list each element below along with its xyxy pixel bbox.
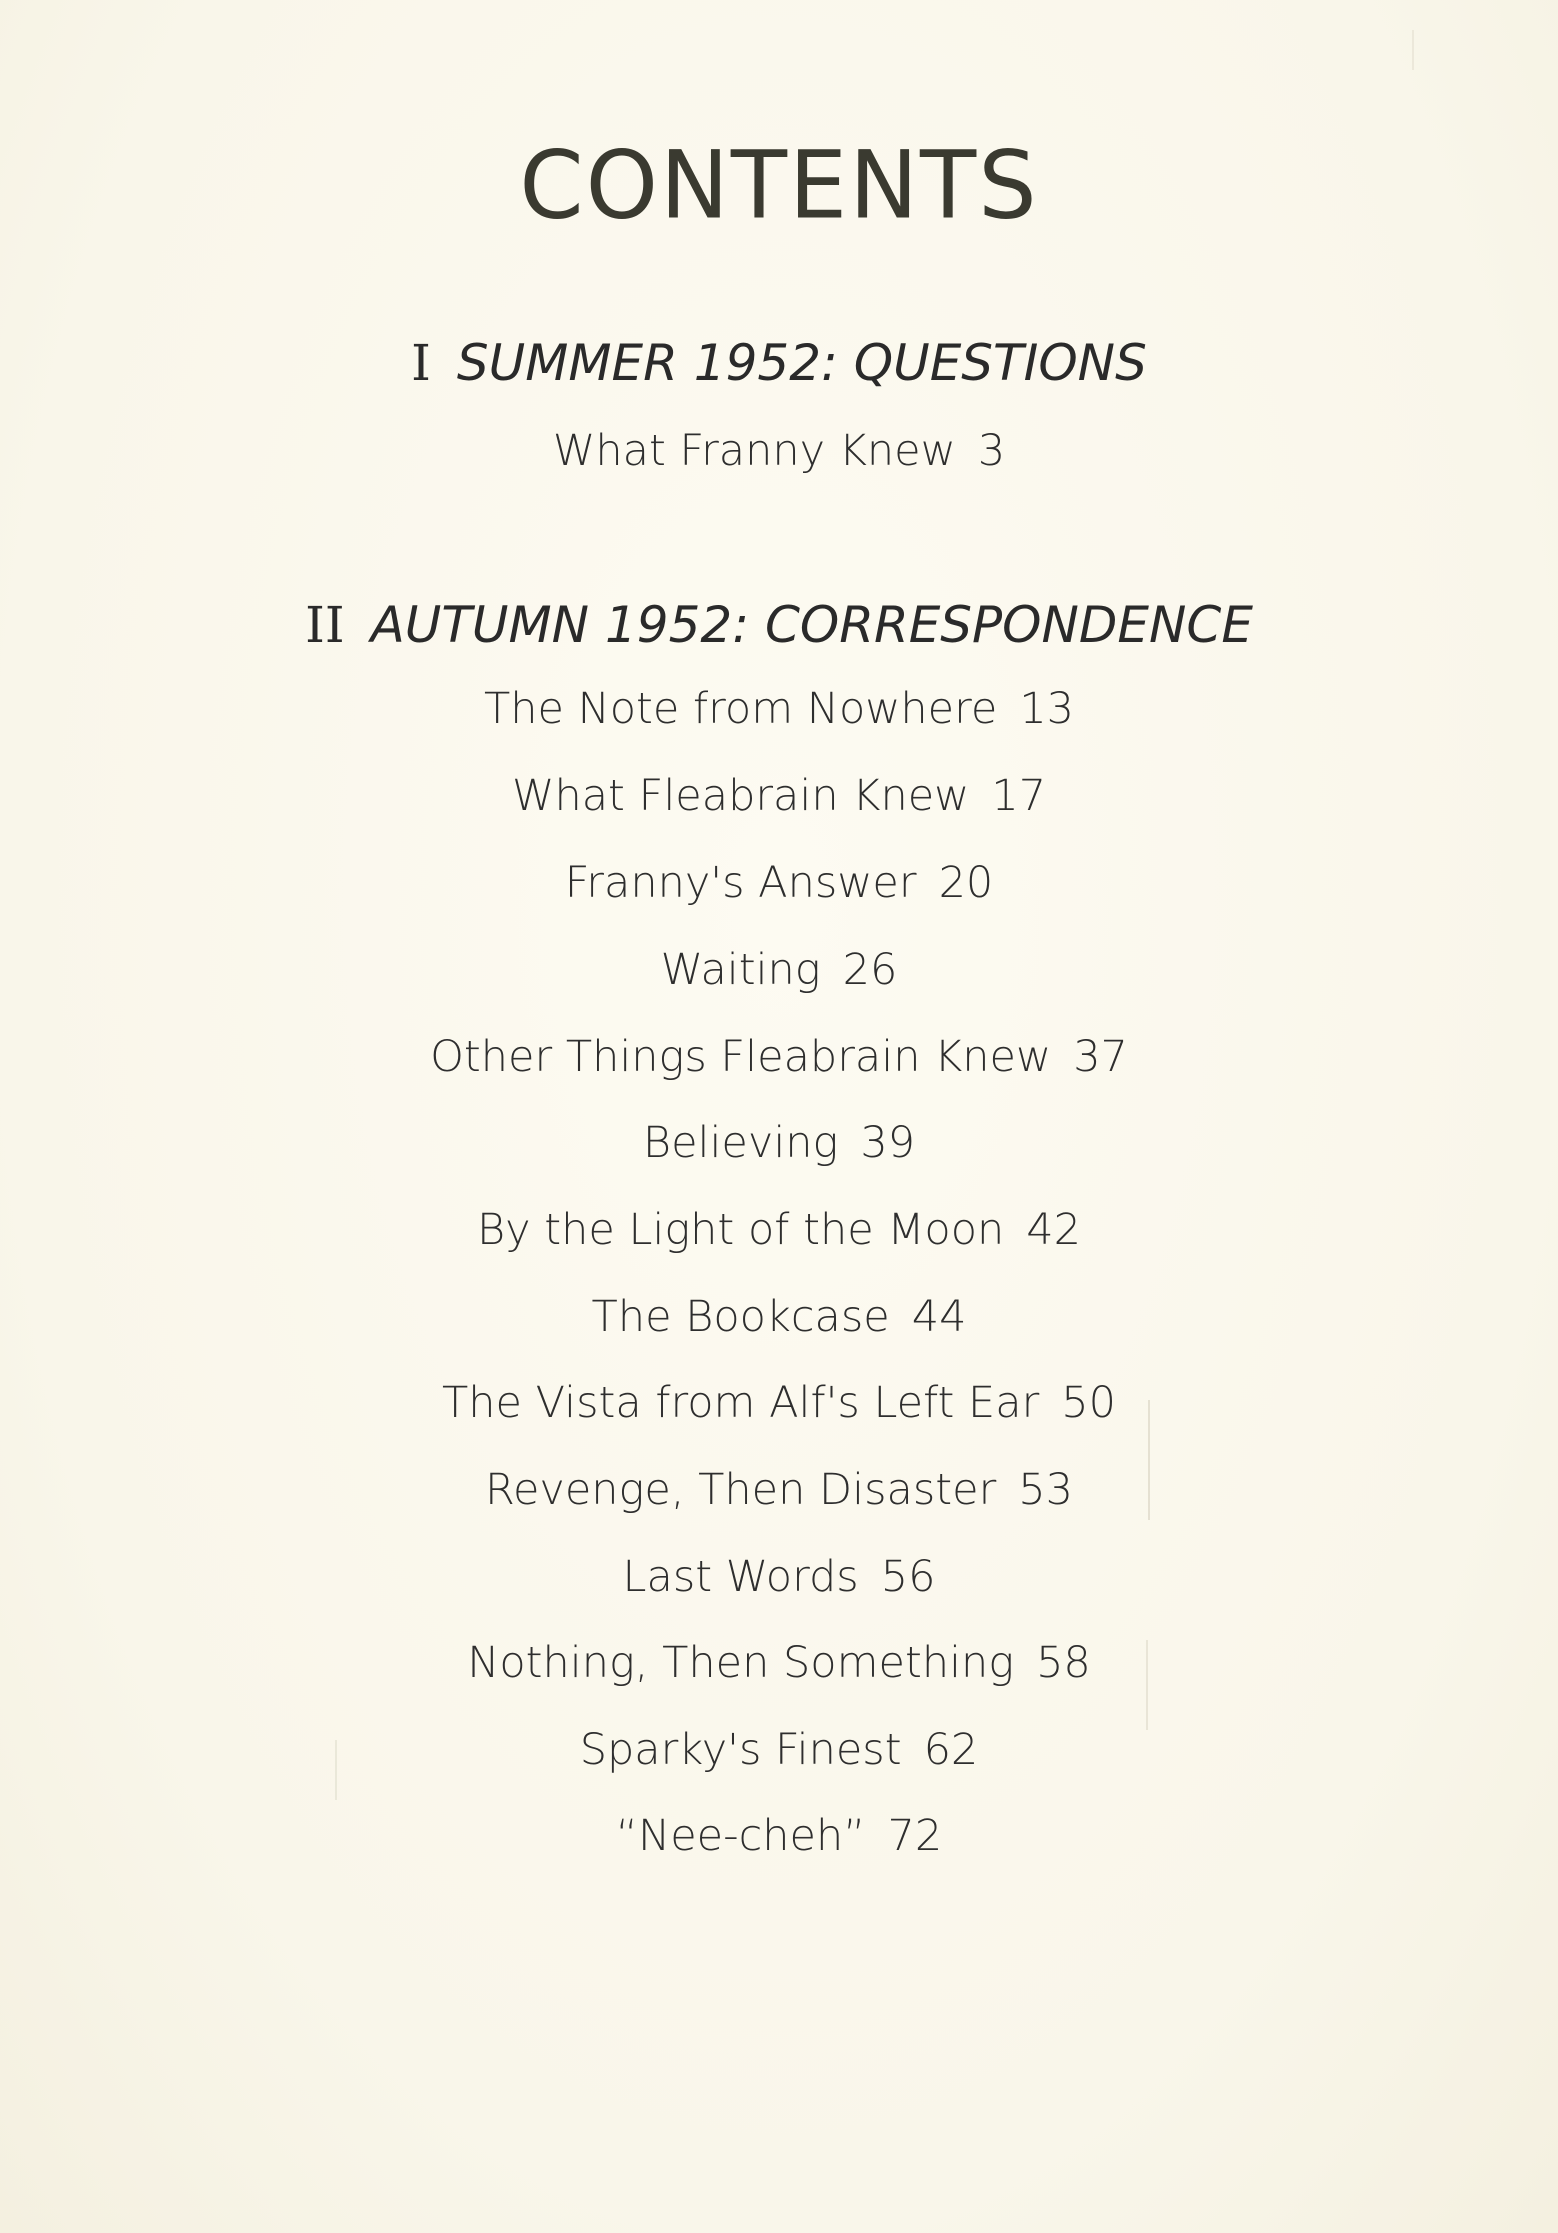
part-numeral: II <box>305 596 345 654</box>
toc-entry <box>0 426 1558 476</box>
part-heading-2 <box>0 596 1558 654</box>
entry-page: 39 <box>860 1118 916 1168</box>
entry-title: The Vista from Alf's Left Ear <box>442 1378 1040 1428</box>
entry-title: “Nee-cheh” <box>615 1811 866 1861</box>
entry-page: 62 <box>923 1725 979 1775</box>
entry-title: By the Light of the Moon <box>476 1205 1005 1255</box>
entry-page: 17 <box>991 771 1047 821</box>
entry-title: The Bookcase <box>591 1292 890 1342</box>
toc-entry <box>0 1205 1558 1255</box>
part-numeral: I <box>411 334 431 392</box>
toc-entry <box>0 771 1558 821</box>
entry-title: Waiting <box>660 945 821 995</box>
toc-entry <box>0 1811 1558 1861</box>
entry-title: What Fleabrain Knew <box>511 771 970 821</box>
toc-entry <box>0 1638 1558 1688</box>
toc-entry <box>0 1378 1558 1428</box>
scan-mark <box>1148 1400 1150 1520</box>
part-title: AUTUMN 1952: CORRESPONDENCE <box>370 596 1253 654</box>
page-title: CONTENTS <box>519 130 1039 241</box>
entry-title: The Note from Nowhere <box>483 684 998 734</box>
entry-page: 37 <box>1073 1032 1128 1082</box>
toc-entry <box>0 858 1558 908</box>
entry-page: 56 <box>880 1552 936 1602</box>
entry-title: Sparky's Finest <box>579 1725 902 1775</box>
entry-title: What Franny Knew <box>552 426 956 476</box>
entry-page: 53 <box>1018 1465 1073 1515</box>
entry-title: Franny's Answer <box>564 858 917 908</box>
entry-title: Nothing, Then Something <box>467 1638 1015 1688</box>
entry-page: 42 <box>1026 1205 1082 1255</box>
toc-entry <box>0 1465 1558 1515</box>
toc-entry <box>0 1118 1558 1168</box>
entry-page: 26 <box>842 945 898 995</box>
toc-entry <box>0 945 1558 995</box>
entry-title: Other Things Fleabrain Knew <box>430 1032 1052 1082</box>
toc-entry <box>0 1292 1558 1342</box>
scan-mark <box>335 1740 337 1800</box>
toc-entry <box>0 1552 1558 1602</box>
entry-page: 44 <box>911 1292 967 1342</box>
entry-page: 3 <box>977 426 1006 476</box>
entry-page: 50 <box>1061 1378 1116 1428</box>
part-title: SUMMER 1952: QUESTIONS <box>456 334 1147 392</box>
entry-page: 58 <box>1036 1638 1091 1688</box>
scan-mark <box>1146 1640 1148 1730</box>
toc-entry <box>0 1032 1558 1082</box>
toc-entry <box>0 684 1558 734</box>
entry-title: Believing <box>642 1118 839 1168</box>
entry-page: 72 <box>887 1811 943 1861</box>
toc-entry <box>0 1725 1558 1775</box>
scan-mark <box>1412 30 1414 70</box>
part-heading-1 <box>0 334 1558 392</box>
entry-title: Last Words <box>622 1552 859 1602</box>
entry-title: Revenge, Then Disaster <box>485 1465 997 1515</box>
entry-page: 20 <box>938 858 994 908</box>
entry-page: 13 <box>1019 684 1075 734</box>
